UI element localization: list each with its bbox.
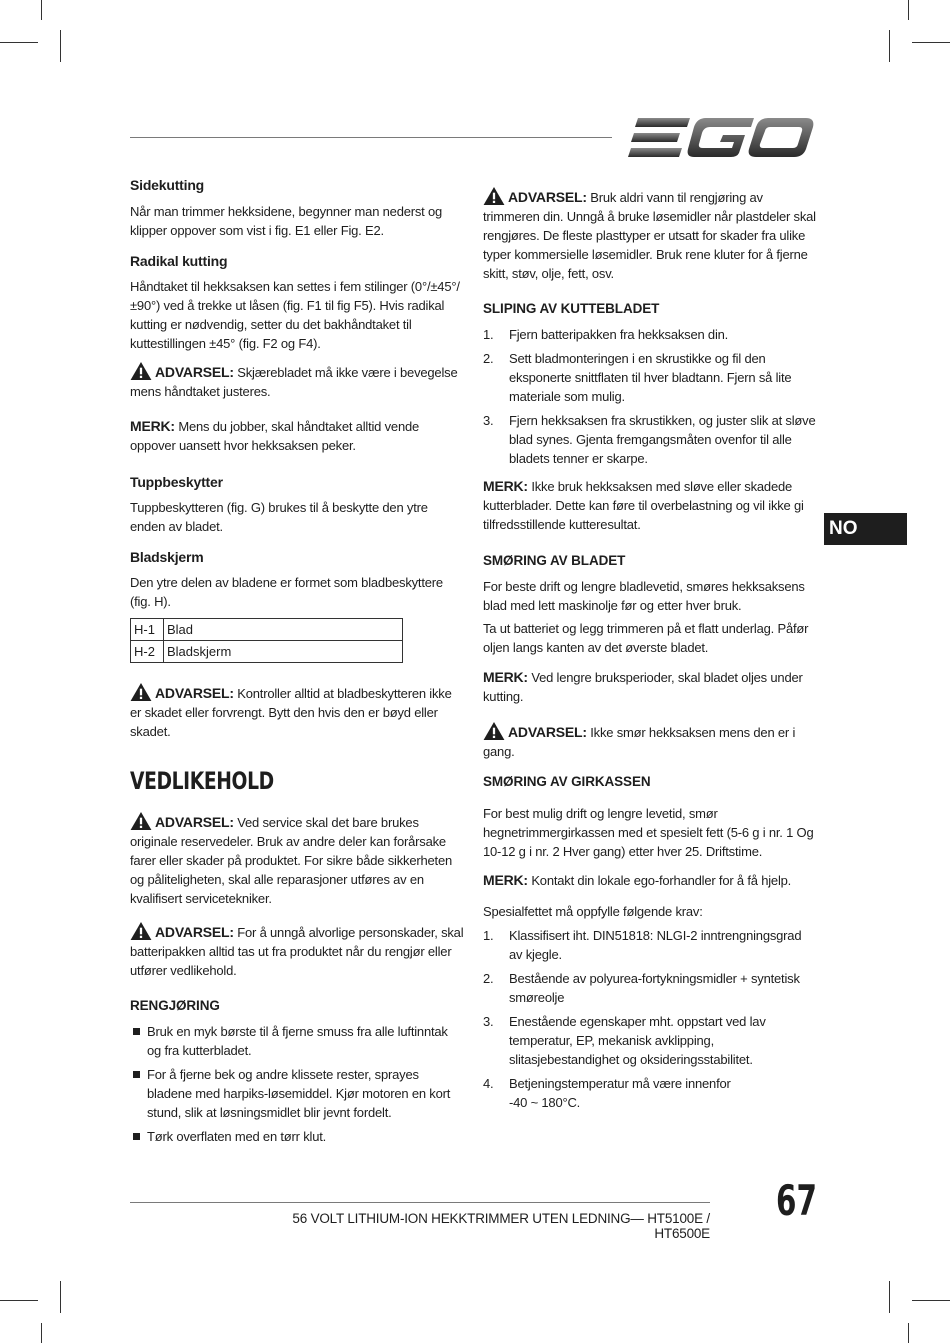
- list-item-text: Enestående egenskaper mht. oppstart ved lav temperatur, EP, mekanisk avklipping, slitasjebestandighet og oksideringsstabilitet.: [509, 1014, 766, 1067]
- table-row: [131, 641, 403, 663]
- crop-mark: [912, 1300, 950, 1301]
- list-item-text: Tørk overflaten med en tørr klut.: [147, 1129, 327, 1144]
- crop-mark: [60, 30, 61, 62]
- note-label: MERK:: [483, 669, 528, 685]
- warning-label: ADVARSEL:: [508, 724, 587, 740]
- bullet-icon: [133, 1133, 140, 1140]
- warning-icon: [130, 362, 152, 380]
- heading-sidekutting: Sidekutting: [130, 177, 205, 193]
- warning-label: ADVARSEL:: [155, 924, 234, 940]
- crop-mark: [908, 0, 909, 20]
- warning-text: Bruk aldri vann til rengjøring av trimmeren din. Unngå å bruke løsemidler når plastdeler skal rengjøres. De fleste plasttyper er utsatt for skader fra ulike typer kommersielle løsemidler. Bruk rene kluter for å fjerne skitt, støv, olje, fett, osv.: [483, 190, 816, 281]
- note-block: [483, 668, 818, 706]
- part-name: Blad: [164, 619, 403, 641]
- note-block: [483, 871, 818, 890]
- warning-icon: [130, 922, 152, 940]
- list-item: [483, 349, 818, 406]
- list-number: 1.: [483, 928, 494, 943]
- warning-text: Ved service skal det bare brukes originale reservedeler. Bruk av andre deler kan forårsake farer eller skader på produktet. For sikre både sikkerheten og påliteligheten, skal alle reparasjoner utføres av en kvalifisert servicetekniker.: [130, 815, 453, 906]
- list-item: [483, 411, 818, 468]
- note-block: [130, 417, 465, 455]
- crop-mark: [912, 42, 950, 43]
- list-item: [483, 969, 818, 1007]
- crop-mark: [889, 1281, 890, 1313]
- list-number: 3.: [483, 1014, 494, 1029]
- list-item-text: Fjern hekksaksen fra skrustikken, og juster slik at sløve blad synes. Gjenta fremgangsmåten ovenfor til alle bladets tenner er skarpe.: [509, 413, 816, 466]
- part-code: H-1: [131, 619, 164, 641]
- note-label: MERK:: [130, 418, 175, 434]
- parts-table: [130, 618, 403, 663]
- paragraph-smoring-blad-2: Ta ut batteriet og legg trimmeren på et flatt underlag. Påfør oljen langs kanten av det øverste bladet.: [483, 621, 809, 655]
- warning-text: For å unngå alvorlige personskader, skal batteripakken alltid tas ut fra produktet når du rengjør eller utfører vedlikehold.: [130, 925, 464, 978]
- header-rule: [130, 137, 612, 138]
- warning-icon: [130, 683, 152, 701]
- warning-label: ADVARSEL:: [155, 685, 234, 701]
- note-text: Mens du jobber, skal håndtaket alltid vende oppover uansett hvor hekksaksen peker.: [130, 419, 420, 453]
- paragraph-radikal-kutting: Håndtaket til hekksaksen kan settes i fem stilinger (0°/±45°/±90°) ved å trekke ut låsen (fig. F1 til fig F5). Hvis radikal kutting er nødvendig, setter du det bakhåndtaket til kuttestillingen ±45° (fig. F2 og F4).: [130, 279, 460, 351]
- warning-label: ADVARSEL:: [155, 364, 234, 380]
- paragraph-smoring-girkassen: For best mulig drift og lengre levetid, smør hegnetrimmergirkassen med et spesielt fett (5-6 g i nr. 1 Og 10-12 g i nr. 2 Hver gang) etter hver 25. Driftstime.: [483, 806, 814, 859]
- list-item: [130, 1022, 465, 1060]
- part-code: H-2: [131, 641, 164, 663]
- footer-title: 56 VOLT LITHIUM-ION HEKKTRIMMER UTEN LEDNING— HT5100E / HT6500E: [292, 1211, 710, 1241]
- list-item-text: Bestående av polyurea-fortykningsmidler + syntetisk smøreolje: [509, 971, 800, 1005]
- note-block: [483, 477, 818, 534]
- list-number: 2.: [483, 351, 494, 366]
- warning-block: [483, 722, 818, 761]
- list-item-text: Sett bladmonteringen i en skrustikke og fil den eksponerte snittflaten til hver bladtann. Fjern så lite materiale som mulig.: [509, 351, 792, 404]
- warning-block: [130, 812, 465, 908]
- heading-tuppbeskytter: Tuppbeskytter: [130, 474, 223, 490]
- warning-block: [130, 362, 465, 401]
- list-item: [130, 1065, 465, 1122]
- list-number: 1.: [483, 327, 494, 342]
- list-item: [483, 926, 818, 964]
- warning-text: Ikke smør hekksaksen mens den er i gang.: [483, 725, 796, 759]
- note-text: Kontakt din lokale ego-forhandler for å få hjelp.: [531, 873, 792, 888]
- crop-mark: [0, 42, 38, 43]
- warning-text: Skjærebladet må ikke være i bevegelse mens håndtaket justeres.: [130, 365, 458, 399]
- list-item: [483, 325, 818, 344]
- list-item: [483, 1012, 818, 1069]
- bullet-icon: [133, 1071, 140, 1078]
- crop-mark: [60, 1281, 61, 1313]
- paragraph-spesialfett: Spesialfettet må oppfylle følgende krav:: [483, 904, 703, 919]
- list-number: 2.: [483, 971, 494, 986]
- heading-sliping: SLIPING AV KUTTEBLADET: [483, 301, 660, 316]
- paragraph-tuppbeskytter: Tuppbeskytteren (fig. G) brukes til å beskytte den ytre enden av bladet.: [130, 500, 428, 534]
- warning-block: [483, 187, 818, 283]
- list-item: [130, 1127, 465, 1146]
- heading-smoring-blad: SMØRING AV BLADET: [483, 553, 626, 568]
- part-name: Bladskjerm: [164, 641, 403, 663]
- note-text: Ved lengre bruksperioder, skal bladet oljes under kutting.: [483, 670, 803, 704]
- list-item-text: Fjern batteripakken fra hekksaksen din.: [509, 327, 729, 342]
- warning-label: ADVARSEL:: [155, 814, 234, 830]
- heading-bladskjerm: Bladskjerm: [130, 549, 204, 565]
- grease-requirements-list: [483, 926, 818, 1117]
- crop-mark: [889, 30, 890, 62]
- note-label: MERK:: [483, 478, 528, 494]
- section-title-vedlikehold: VEDLIKEHOLD: [130, 767, 274, 795]
- crop-mark: [908, 1323, 909, 1343]
- list-item-text: Klassifisert iht. DIN51818: NLGI-2 inntrengningsgrad av kjegle.: [509, 928, 802, 962]
- warning-icon: [130, 812, 152, 830]
- note-text: Ikke bruk hekksaksen med sløve eller skadede kutterblader. Dette kan føre til overbelastning og vil ikke gi tilfredsstillende kutteresultat.: [483, 479, 804, 532]
- heading-radikal-kutting: Radikal kutting: [130, 253, 228, 269]
- heading-smoring-girkassen: SMØRING AV GIRKASSEN: [483, 774, 651, 789]
- warning-icon: [483, 187, 505, 205]
- warning-text: Kontroller alltid at bladbeskytteren ikke er skadet eller forvrengt. Bytt den hvis den er bøyd eller skadet.: [130, 686, 452, 739]
- warning-label: ADVARSEL:: [508, 189, 587, 205]
- crop-mark: [0, 1300, 38, 1301]
- warning-block: [130, 683, 465, 741]
- warning-block: [130, 922, 465, 980]
- crop-mark: [41, 1323, 42, 1343]
- list-item-text: Bruk en myk børste til å fjerne smuss fra alle luftinntak og fra kutterbladet.: [147, 1024, 448, 1058]
- sharpening-list: [483, 325, 818, 473]
- paragraph-sidekutting: Når man trimmer hekksidene, begynner man nederst og klipper oppover som vist i fig. E1 eller Fig. E2.: [130, 204, 443, 238]
- language-tab: NO: [824, 513, 907, 545]
- bullet-icon: [133, 1028, 140, 1035]
- paragraph-bladskjerm: Den ytre delen av bladene er formet som bladbeskyttere (fig. H).: [130, 575, 443, 609]
- list-number: 4.: [483, 1076, 494, 1091]
- page-number: 67: [776, 1176, 817, 1225]
- paragraph-smoring-blad: For beste drift og lengre bladlevetid, smøres hekksaksens blad med lett maskinolje før og etter hver bruk.: [483, 579, 805, 613]
- warning-icon: [483, 722, 505, 740]
- cleaning-list: [130, 1022, 465, 1151]
- list-number: 3.: [483, 413, 494, 428]
- heading-rengjoring: RENGJØRING: [130, 998, 220, 1013]
- list-item: [483, 1074, 818, 1112]
- list-item-text: Betjeningstemperatur må være innenfor -40 ~ 180°C.: [509, 1076, 731, 1110]
- note-label: MERK:: [483, 872, 528, 888]
- list-item-text: For å fjerne bek og andre klissete rester, sprayes bladene med harpiks-løsemiddel. Kjør motoren en kort stund, slik at løsningsmidlet blir jevnt fordelt.: [147, 1067, 451, 1120]
- table-row: [131, 619, 403, 641]
- ego-logo: [628, 116, 814, 160]
- crop-mark: [41, 0, 42, 20]
- footer-rule: [130, 1202, 710, 1203]
